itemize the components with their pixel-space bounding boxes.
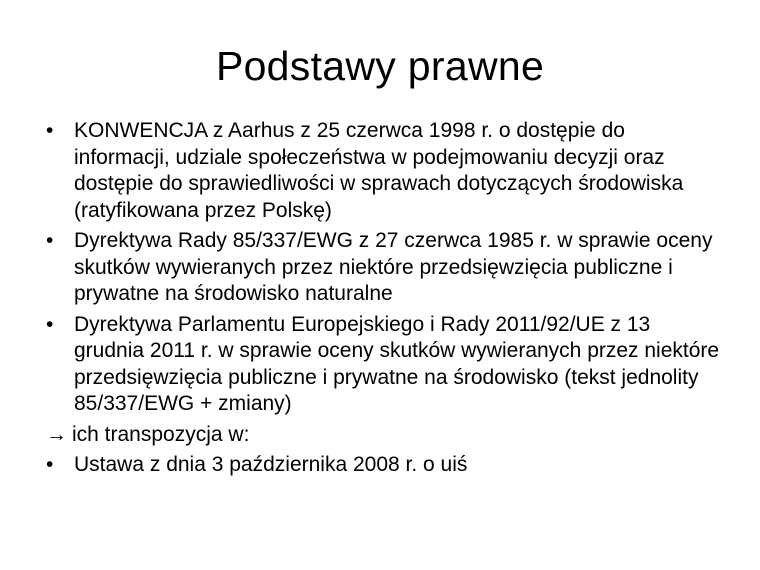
bullet-text: KONWENCJA z Aarhus z 25 czerwca 1998 r. o dostępie do informacji, udziale społeczeństwa w podejmowaniu decyzji oraz dostępie do sprawiedliwości w sprawach dotyczących środowiska (ratyfikowana przez Polskę) [74, 119, 684, 222]
arrow-text: ich transpozycja w: [72, 422, 250, 446]
arrow-right-icon: → [46, 422, 67, 446]
bullet-text: Dyrektywa Rady 85/337/EWG z 27 czerwca 1985 r. w sprawie oceny skutków wywieranych przez niektóre przedsięwzięcia publiczne i prywatne na środowisko naturalne [74, 229, 713, 305]
arrow-item [46, 422, 726, 449]
bullet-text: Ustawa z dnia 3 października 2008 r. o uiś [74, 453, 468, 476]
bullet-item [46, 452, 726, 479]
bullet-item [46, 228, 726, 308]
bullet-item [46, 312, 726, 418]
bullet-icon: • [46, 453, 54, 476]
bullet-icon: • [46, 312, 54, 336]
bullet-text: Dyrektywa Parlamentu Europejskiego i Rady 2011/92/UE z 13 grudnia 2011 r. w sprawie oceny skutków wywieranych przez niektóre przedsięwzięcia publiczne i prywatne na środowisko (tekst jednolity 85/337/EWG + zmiany) [74, 312, 720, 415]
slide-content [46, 118, 726, 483]
bullet-icon: • [46, 229, 54, 252]
slide-title: Podstawy prawne [215, 43, 545, 89]
bullet-item [46, 118, 726, 224]
bullet-icon: • [46, 119, 54, 142]
